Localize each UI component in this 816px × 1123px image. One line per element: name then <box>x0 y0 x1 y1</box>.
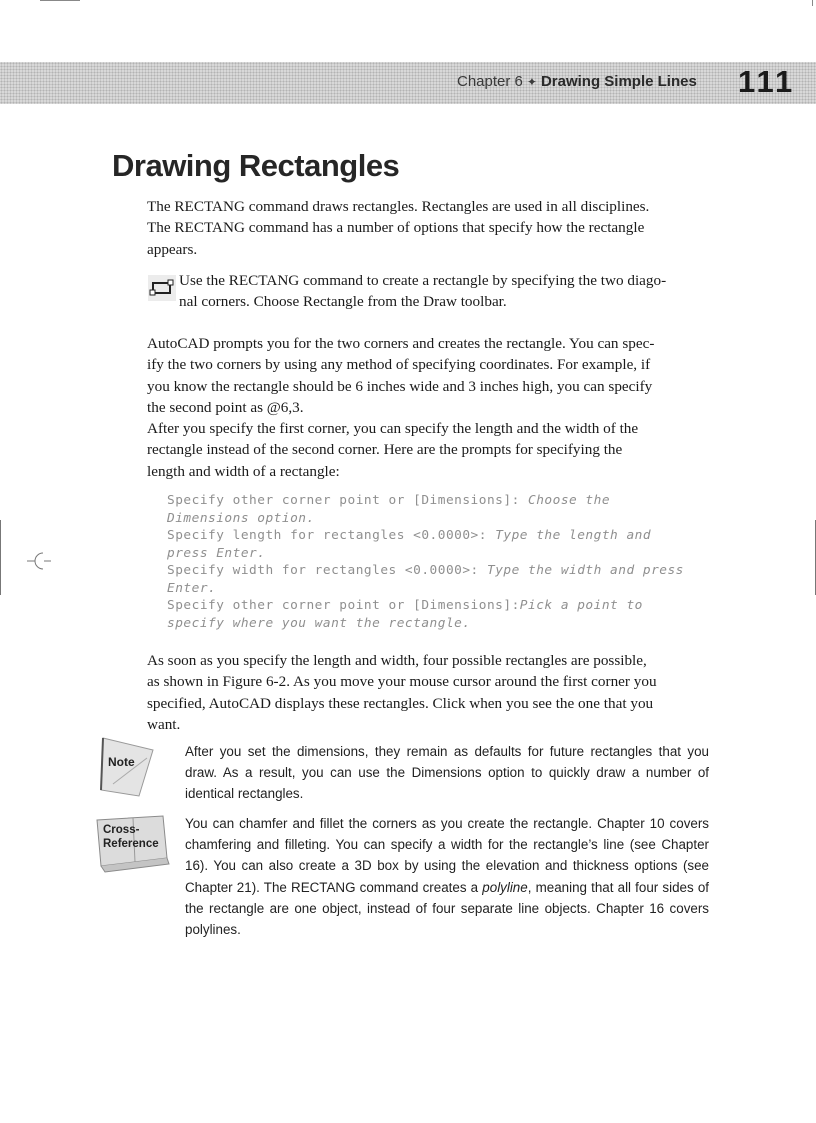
text-line: The RECTANG command has a number of options that specify how the rectangle <box>147 219 645 237</box>
note-icon-label: Note <box>108 755 135 769</box>
prompt-action: Type the length and <box>495 528 652 543</box>
margin-line-left <box>0 520 1 595</box>
prompt-action: Pick a point to <box>519 598 643 613</box>
text-line: rectangle instead of the second corner. Here are the prompts for specifying the <box>147 441 623 459</box>
page-number: 111 <box>738 64 796 99</box>
text-line: you know the rectangle should be 6 inches wide and 3 inches high, you can specify <box>147 377 653 395</box>
text-line: want. <box>147 715 181 733</box>
crop-mark-right <box>812 0 813 6</box>
prompt-action: Type the width and press <box>486 563 684 578</box>
note-icon <box>93 736 159 805</box>
intro-paragraph <box>147 196 707 260</box>
xref-icon-label-1: Cross- <box>103 824 140 836</box>
header-title: Drawing Simple Lines <box>540 73 697 90</box>
xref-text-before: You can chamfer and fillet the corners as you create the rectangle. Chapter 10 covers chamfering and filleting. You can specify a width for the rectangle’s line (see Chapter 16). You can also create a 3D box by using the elevation and thickness options (see Chapter 21). The RECTANG command creates a <box>185 816 709 895</box>
rectangle-tool-icon <box>148 275 176 301</box>
header-chapter: Chapter 6 <box>457 73 523 90</box>
prompts-paragraph <box>147 333 707 418</box>
text-line: AutoCAD prompts you for the two corners and creates the rectangle. You can spec- <box>147 335 655 352</box>
text-line: appears. <box>147 240 198 258</box>
crop-mark-top <box>40 0 80 1</box>
after-paragraph <box>147 650 707 735</box>
length-width-paragraph <box>147 418 707 482</box>
text-line: Use the RECTANG command to create a rectangle by specifying the two diago- <box>179 272 667 289</box>
text-line: length and width of a rectangle: <box>147 462 340 480</box>
prompt-action: Choose the <box>528 493 611 508</box>
text-line: as shown in Figure 6-2. As you move your mouse cursor around the first corner you <box>147 673 657 691</box>
text-line: After you specify the first corner, you can specify the length and the width of the <box>147 420 639 437</box>
running-header <box>457 73 697 90</box>
icon-paragraph <box>179 270 707 313</box>
xref-text-after: , meaning that all four sides of the rectangle are one object, instead of four separate line objects. Chapter 16 covers polylines. <box>185 879 709 938</box>
prompt-text: Specify length for rectangles <0.0000>: <box>167 528 496 543</box>
prompt-action: press Enter. <box>167 545 266 561</box>
cross-reference-text <box>185 813 709 940</box>
xref-emphasis: polyline <box>482 879 528 895</box>
text-line: the second point as @6,3. <box>147 398 304 416</box>
prompt-action: specify where you want the rectangle. <box>167 615 471 631</box>
text-line: The RECTANG command draws rectangles. Rectangles are used in all disciplines. <box>147 198 650 215</box>
text-line: As soon as you specify the length and width, four possible rectangles are possible, <box>147 652 647 669</box>
section-heading: Drawing Rectangles <box>112 148 400 183</box>
prompt-text: Specify other corner point or [Dimensions]: <box>167 493 528 508</box>
note-text: After you set the dimensions, they remain as defaults for future rectangles that you draw. As a result, you can use the Dimensions option to quickly draw a number of identical rectangles. <box>185 744 709 802</box>
text-line: specified, AutoCAD displays these rectangles. Click when you see the one that you <box>147 694 654 712</box>
diamond-icon: ✦ <box>526 75 537 89</box>
prompt-text: Specify other corner point or [Dimensions]: <box>167 598 520 613</box>
text-line: nal corners. Choose Rectangle from the Draw toolbar. <box>179 293 507 311</box>
command-prompt-listing <box>167 492 727 632</box>
registration-mark-icon <box>26 548 52 579</box>
xref-icon-label-2: Reference <box>103 838 159 850</box>
text-line: ify the two corners by using any method of specifying coordinates. For example, if <box>147 356 651 374</box>
prompt-action: Enter. <box>167 580 217 596</box>
cross-reference-icon <box>93 814 171 879</box>
prompt-action: Dimensions option. <box>167 510 315 526</box>
prompt-text: Specify width for rectangles <0.0000>: <box>167 563 487 578</box>
